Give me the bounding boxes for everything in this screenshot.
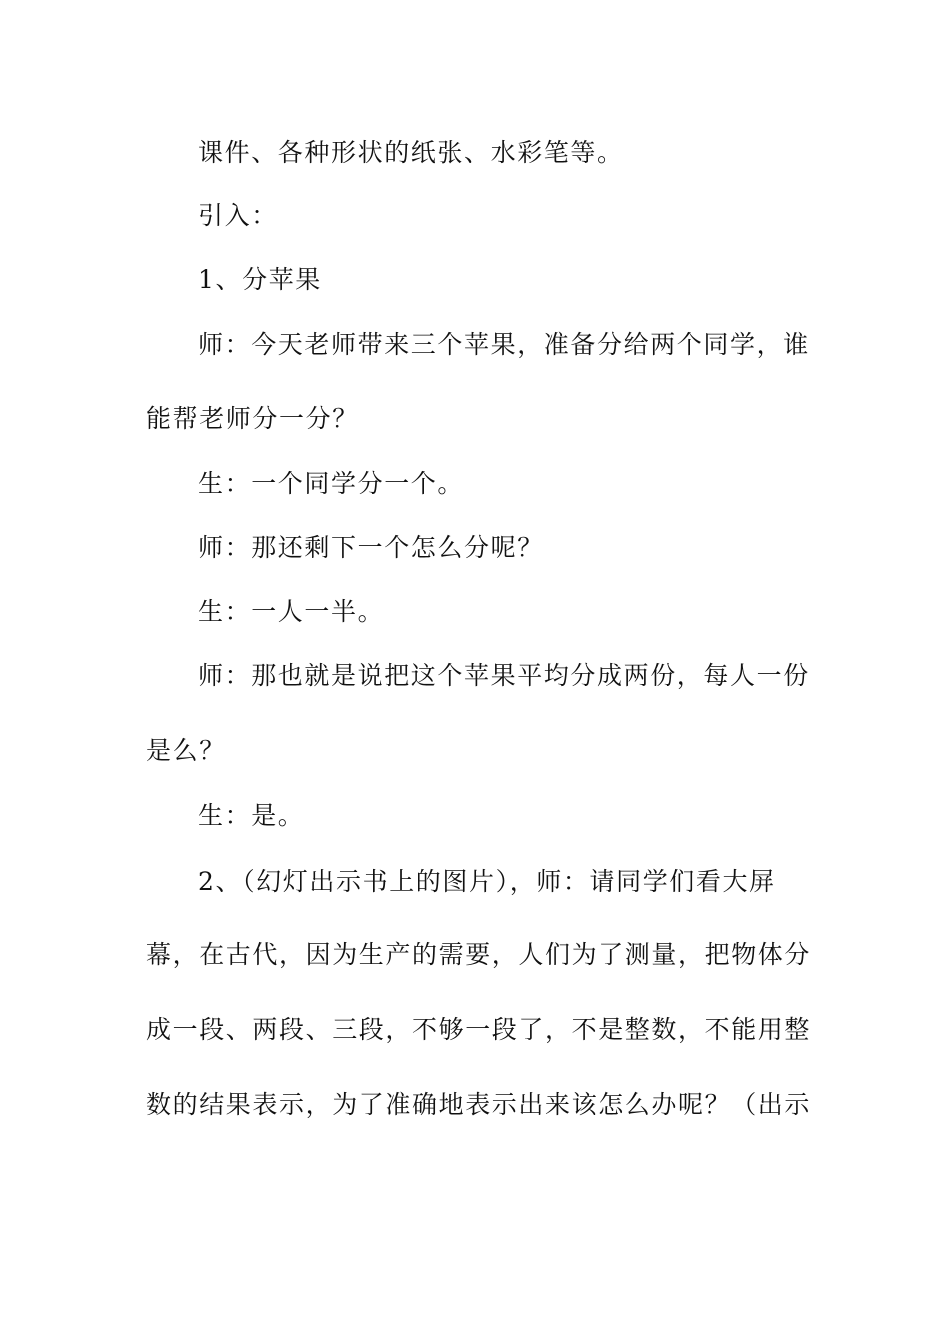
dialogue-line: 师：那还剩下一个怎么分呢？ (198, 533, 544, 562)
dialogue-line: 生：一个同学分一个。 (198, 469, 465, 498)
dialogue-line: 生：是。 (198, 801, 305, 830)
dialogue-line: 师：那也就是说把这个苹果平均分成两份，每人一份 (198, 661, 810, 690)
paragraph-materials: 课件、各种形状的纸张、水彩笔等。 (198, 138, 624, 167)
dialogue-line: 师：今天老师带来三个苹果，准备分给两个同学，谁 (198, 330, 810, 359)
paragraph-line: 成一段、两段、三段，不够一段了，不是整数，不能用整 (146, 1015, 812, 1044)
dialogue-line-continuation: 能帮老师分一分？ (146, 404, 359, 433)
paragraph-line: 数的结果表示，为了准确地表示出来该怎么办呢？（出示 (146, 1090, 812, 1119)
dialogue-line: 生：一人一半。 (198, 597, 385, 626)
section-heading-2: 2、（幻灯出示书上的图片），师：请同学们看大屏 (198, 867, 776, 896)
section-heading-1: 1、分苹果 (198, 265, 322, 294)
dialogue-line-continuation: 是么？ (146, 736, 226, 765)
paragraph-line: 幕，在古代，因为生产的需要，人们为了测量，把物体分 (146, 940, 812, 969)
heading-introduction: 引入： (198, 201, 278, 230)
